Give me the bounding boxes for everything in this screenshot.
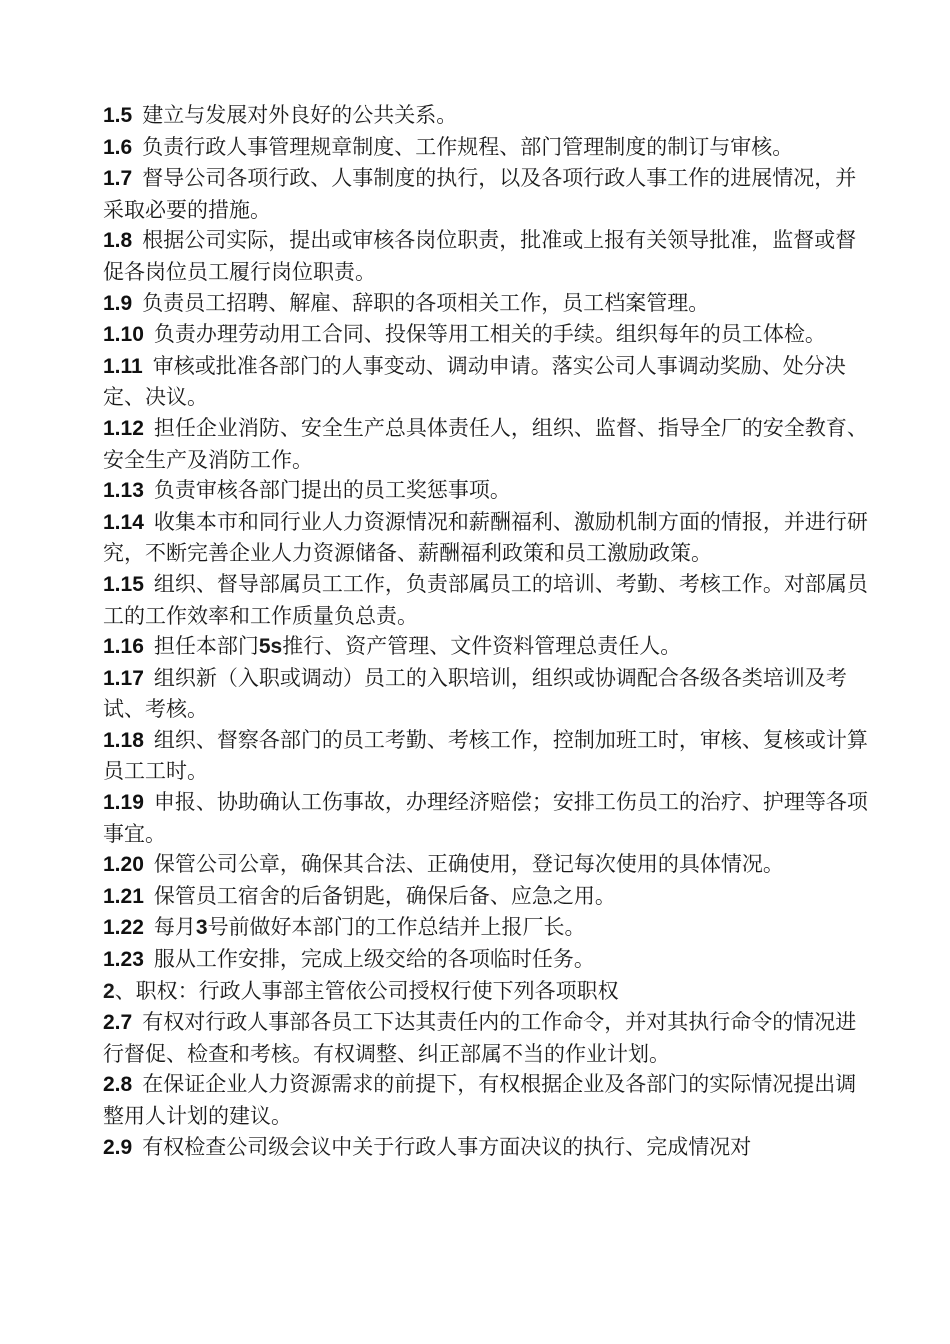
duty-item-1-13 xyxy=(103,475,873,507)
item-number: 1.21 xyxy=(103,884,144,908)
item-text: 在保证企业人力资源需求的前提下，有权根据企业及各部门的实际情况提出调整用人计划的建议。 xyxy=(103,1072,857,1128)
item-text-a: 担任本部门 xyxy=(153,634,259,659)
document-body xyxy=(103,100,873,1163)
item-text: 服从工作安排，完成上级交给的各项临时任务。 xyxy=(153,947,595,972)
item-text: 根据公司实际，提出或审核各岗位职责，批准或上报有关领导批准，监督或督促各岗位员工履行岗位职责。 xyxy=(103,228,857,284)
duty-item-1-7 xyxy=(103,163,873,225)
item-text: 有权对行政人事部各员工下达其责任内的工作命令，并对其执行命令的情况进行督促、检查和考核。有权调整、纠正部属不当的作业计划。 xyxy=(103,1010,857,1066)
item-text: 审核或批准各部门的人事变动、调动申请。落实公司人事调动奖励、处分决定、决议。 xyxy=(103,353,846,410)
item-number: 1.14 xyxy=(103,510,144,534)
duty-item-1-11 xyxy=(103,351,873,413)
duty-item-1-17 xyxy=(103,663,873,725)
item-number: 1.13 xyxy=(103,479,144,503)
duty-item-1-15 xyxy=(103,569,873,631)
duty-item-1-16 xyxy=(103,631,873,663)
item-text: 督导公司各项行政、人事制度的执行，以及各项行政人事工作的进展情况，并采取必要的措施。 xyxy=(103,166,857,222)
duty-item-1-10 xyxy=(103,319,873,351)
item-number: 1.20 xyxy=(103,853,144,877)
item-text: 保管员工宿舍的后备钥匙，确保后备、应急之用。 xyxy=(153,883,616,908)
duty-item-1-12 xyxy=(103,413,873,475)
section-title: 、职权：行政人事部主管依公司授权行使下列各项职权 xyxy=(114,978,619,1003)
section-heading-authority xyxy=(103,976,873,1008)
item-text: 组织新（入职或调动）员工的入职培训，组织或协调配合各级各类培训及考试、考核。 xyxy=(103,665,847,722)
duty-item-1-9 xyxy=(103,288,873,320)
item-text-bold: 5s xyxy=(258,635,283,659)
item-text: 组织、督察各部门的员工考勤、考核工作，控制加班工时，审核、复核或计算员工工时。 xyxy=(103,727,868,784)
duty-item-1-23 xyxy=(103,944,873,976)
item-text: 建立与发展对外良好的公共关系。 xyxy=(142,103,458,127)
item-text-bold: 3 xyxy=(195,916,208,940)
duty-item-1-21 xyxy=(103,881,873,913)
item-number: 1.16 xyxy=(103,635,144,659)
item-text: 保管公司公章，确保其合法、正确使用，登记每次使用的具体情况。 xyxy=(153,852,784,877)
item-text: 负责行政人事管理规章制度、工作规程、部门管理制度的制订与审核。 xyxy=(142,134,794,159)
item-text: 负责员工招聘、解雇、辞职的各项相关工作，员工档案管理。 xyxy=(142,290,710,315)
item-number: 2.9 xyxy=(103,1135,133,1159)
item-text: 负责办理劳动用工合同、投保等用工相关的手续。组织每年的员工体检。 xyxy=(153,322,826,347)
item-number: 1.19 xyxy=(103,791,144,815)
item-number: 2.8 xyxy=(103,1073,133,1097)
item-text: 组织、督导部属员工工作，负责部属员工的培训、考勤、考核工作。对部属员工的工作效率和工作质量负总责。 xyxy=(103,571,868,628)
item-text-a: 每月 xyxy=(153,915,196,940)
duty-item-1-6 xyxy=(103,132,873,164)
duty-item-1-8 xyxy=(103,225,873,287)
item-number: 1.8 xyxy=(103,229,133,253)
authority-item-2-8 xyxy=(103,1069,873,1131)
item-text: 有权检查公司级会议中关于行政人事方面决议的执行、完成情况对 xyxy=(142,1134,752,1159)
duty-item-1-19 xyxy=(103,787,873,849)
duty-item-1-18 xyxy=(103,725,873,787)
duty-item-1-20 xyxy=(103,849,873,881)
authority-item-2-9 xyxy=(103,1132,873,1164)
item-text: 担任企业消防、安全生产总具体责任人，组织、监督、指导全厂的安全教育、安全生产及消防工作。 xyxy=(103,415,868,472)
item-number: 1.9 xyxy=(103,291,133,315)
item-number: 1.15 xyxy=(103,572,144,596)
item-number: 1.5 xyxy=(103,104,133,127)
item-number: 2.7 xyxy=(103,1011,133,1035)
item-number: 1.6 xyxy=(103,135,133,159)
duty-item-1-22 xyxy=(103,912,873,944)
duty-item-1-14 xyxy=(103,507,873,569)
item-number: 1.12 xyxy=(103,416,144,440)
item-text-b: 推行、资产管理、文件资料管理总责任人。 xyxy=(282,634,682,659)
item-text: 申报、协助确认工伤事故，办理经济赔偿；安排工伤员工的治疗、护理等各项事宜。 xyxy=(103,790,868,846)
item-text: 负责审核各部门提出的员工奖惩事项。 xyxy=(153,478,511,503)
item-text-b: 号前做好本部门的工作总结并上报厂长。 xyxy=(207,915,586,940)
item-number: 1.22 xyxy=(103,916,144,940)
item-number: 1.7 xyxy=(103,167,133,191)
section-number: 2 xyxy=(103,979,115,1003)
item-number: 1.17 xyxy=(103,666,144,690)
item-text: 收集本市和同行业人力资源情况和薪酬福利、激励机制方面的情报，并进行研究，不断完善企业人力资源储备、薪酬福利政策和员工激励政策。 xyxy=(103,509,868,566)
authority-item-2-7 xyxy=(103,1007,873,1069)
item-number: 1.23 xyxy=(103,948,144,972)
duty-item-1-5 xyxy=(103,100,873,132)
item-number: 1.11 xyxy=(103,354,143,378)
item-number: 1.18 xyxy=(103,728,144,752)
item-number: 1.10 xyxy=(103,323,144,347)
